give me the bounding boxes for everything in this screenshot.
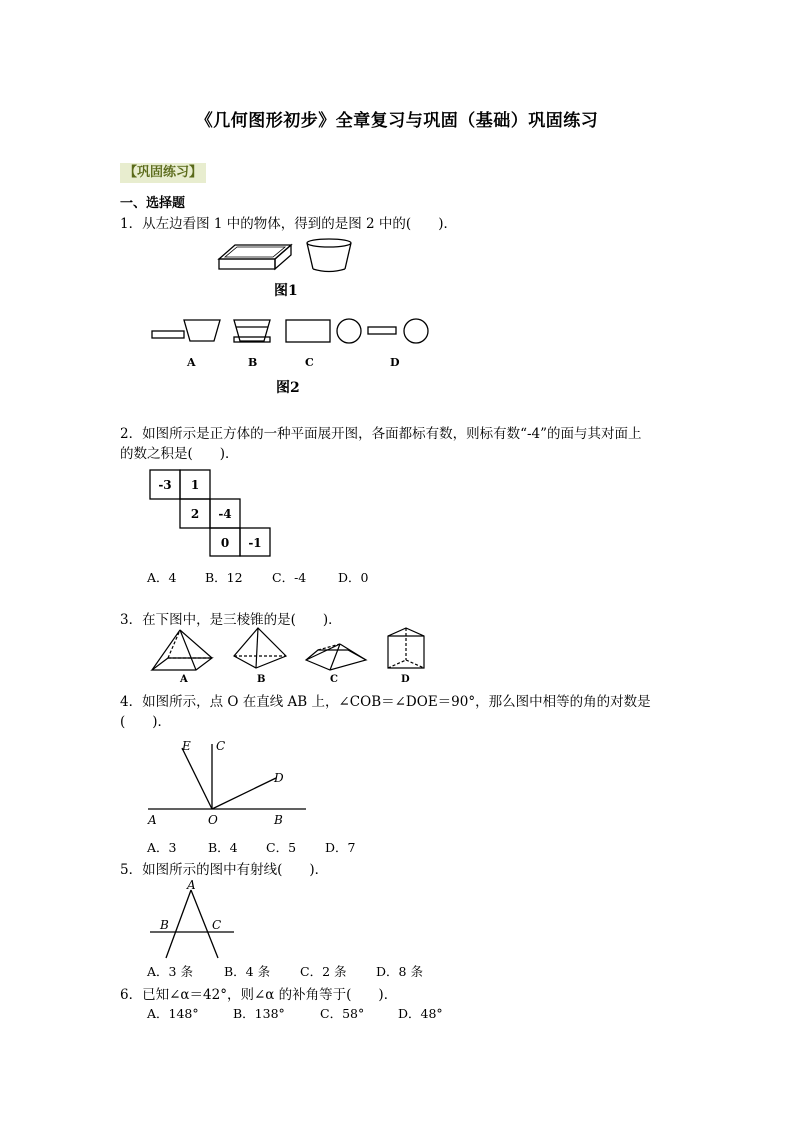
q5-option-d: D．8 条 bbox=[376, 964, 423, 979]
q4-option-d: D．7 bbox=[325, 840, 356, 855]
question-1-figure-2 bbox=[150, 317, 440, 349]
q2-option-d: D．0 bbox=[338, 570, 369, 585]
solid-b-triangular-pyramid bbox=[234, 628, 286, 668]
point-label-d: D bbox=[274, 771, 284, 785]
section-badge: 【巩固练习】 bbox=[120, 163, 206, 183]
q5-option-c: C．2 条 bbox=[300, 964, 347, 979]
q6-option-c: C．58° bbox=[320, 1006, 365, 1021]
q3-choice-label-b: B bbox=[257, 674, 266, 685]
point-label-o: O bbox=[208, 813, 218, 827]
question-2-text-line2: 的数之积是( )． bbox=[120, 446, 239, 462]
net-cell-e: 0 bbox=[220, 536, 230, 550]
q5-option-a: A．3 条 bbox=[147, 964, 193, 979]
point-label-a: A bbox=[148, 813, 157, 827]
angle-rays-figure bbox=[140, 734, 310, 830]
point-label-c: C bbox=[216, 739, 226, 753]
point-label-c: C bbox=[212, 918, 222, 932]
solid-d-triangular-prism bbox=[388, 628, 424, 668]
q2-option-c: C．-4 bbox=[272, 570, 307, 585]
figure-2-label: 图2 bbox=[276, 380, 300, 396]
q3-choice-label-c: C bbox=[330, 674, 338, 685]
solid-a-square-pyramid bbox=[152, 630, 212, 670]
q1-choice-label-d: D bbox=[390, 356, 400, 369]
net-cell-c: 2 bbox=[190, 507, 200, 521]
choice-c-shape bbox=[286, 320, 330, 342]
question-1-text: 1．从左边看图 1 中的物体，得到的是图 2 中的( )． bbox=[120, 216, 457, 232]
point-label-a: A bbox=[187, 878, 196, 892]
net-cell-a: -3 bbox=[158, 478, 172, 492]
question-3-figure bbox=[150, 626, 440, 674]
q1-choice-label-c: C bbox=[305, 356, 314, 369]
q4-option-b: B．4 bbox=[208, 840, 238, 855]
cube-net-figure bbox=[148, 468, 273, 558]
question-1-figure-1 bbox=[215, 233, 355, 273]
solid-c-flat-pyramid bbox=[306, 644, 366, 670]
question-4-text-line1: 4．如图所示，点 O 在直线 AB 上，∠COB＝∠DOE＝90°，那么图中相等的角的对数是 bbox=[120, 694, 651, 710]
net-cell-b: 1 bbox=[190, 478, 200, 492]
q5-option-b: B．4 条 bbox=[224, 964, 271, 979]
rays-triangle-figure bbox=[142, 876, 242, 960]
point-label-b: B bbox=[274, 813, 283, 827]
point-label-b: B bbox=[160, 918, 169, 932]
choice-d-shape bbox=[337, 319, 428, 343]
flat-box-solid bbox=[219, 245, 291, 269]
q3-choice-label-a: A bbox=[180, 674, 188, 685]
question-2-text-line1: 2．如图所示是正方体的一种平面展开图，各面都标有数，则标有数“-4”的面与其对面上 bbox=[120, 426, 642, 442]
choice-a-shape bbox=[152, 320, 220, 341]
figure-1-label: 图1 bbox=[274, 283, 298, 299]
choice-b-shape bbox=[234, 320, 270, 342]
question-5-text: 5．如图所示的图中有射线( )． bbox=[120, 862, 329, 878]
q1-choice-label-a: A bbox=[187, 356, 196, 369]
q4-option-a: A．3 bbox=[147, 840, 177, 855]
q2-option-a: A．4 bbox=[147, 570, 177, 585]
net-cell-d: -4 bbox=[218, 507, 232, 521]
q2-option-b: B．12 bbox=[205, 570, 243, 585]
section-heading: 一、选择题 bbox=[120, 196, 186, 211]
q4-option-c: C．5 bbox=[266, 840, 297, 855]
question-4-text-line2: ( )． bbox=[120, 714, 172, 730]
q1-choice-label-b: B bbox=[248, 356, 258, 369]
q6-option-a: A．148° bbox=[147, 1006, 199, 1021]
q6-option-d: D．48° bbox=[398, 1006, 443, 1021]
question-3-text: 3．在下图中，是三棱锥的是( )． bbox=[120, 612, 342, 628]
point-label-e: E bbox=[182, 739, 191, 753]
q3-choice-label-d: D bbox=[401, 674, 410, 685]
q6-option-b: B．138° bbox=[233, 1006, 285, 1021]
page-title: 《几何图形初步》全章复习与巩固（基础）巩固练习 bbox=[195, 111, 599, 131]
question-6-text: 6．已知∠α＝42°，则∠α 的补角等于( )． bbox=[120, 987, 398, 1003]
net-cell-f: -1 bbox=[248, 536, 262, 550]
cup-solid bbox=[307, 239, 351, 272]
